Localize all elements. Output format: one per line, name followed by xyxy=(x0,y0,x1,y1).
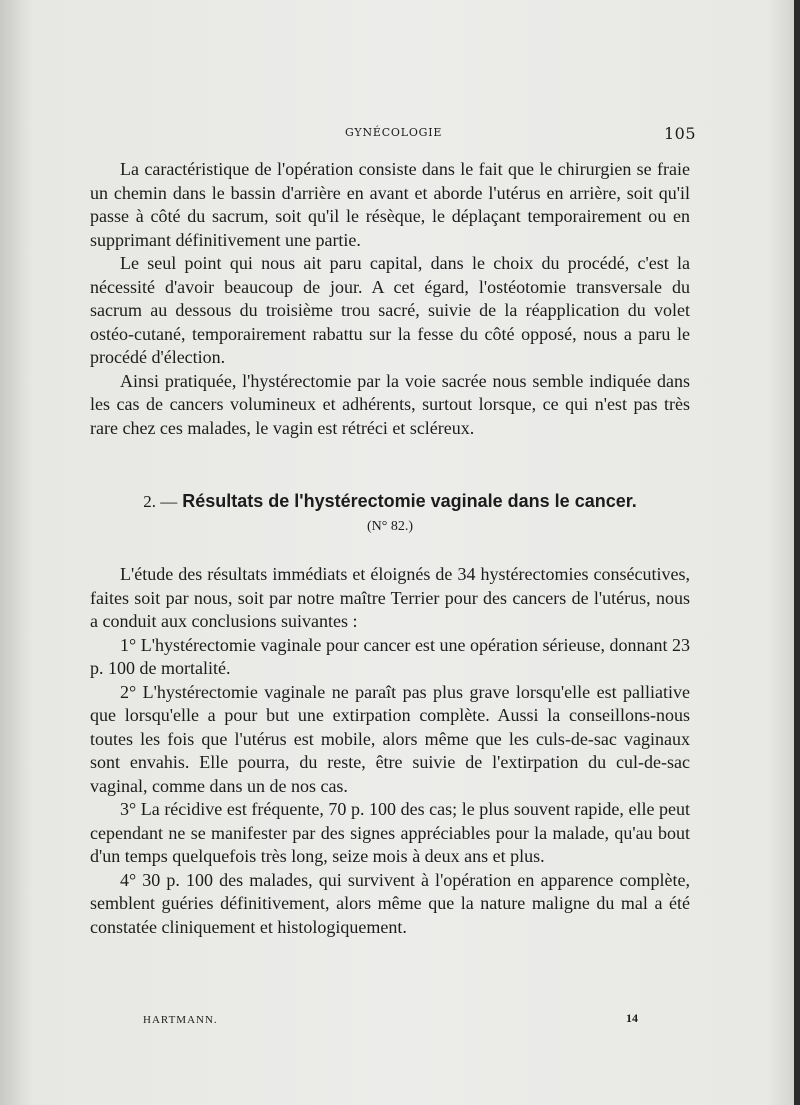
section-1-text xyxy=(90,158,690,440)
running-header xyxy=(0,124,800,144)
scan-edge xyxy=(794,0,800,1105)
section-title-text: Résultats de l'hystérectomie vaginale dans le cancer. xyxy=(182,491,637,511)
footer-author: HARTMANN. xyxy=(143,1014,218,1026)
paragraph: Le seul point qui nous ait paru capital, dans le choix du procédé, c'est la nécessité d'avoir beaucoup de jour. A cet égard, l'ostéotomie transversale du sacrum au dessous du troisième trou sacré, suivie de la réapplication du volet ostéo-cutané, temporairement rabattu sur la fesse du côté opposé, nous a paru le procédé d'élection. xyxy=(90,253,690,367)
section-reference: (N° 82.) xyxy=(366,519,414,534)
paragraph: L'étude des résultats immédiats et éloignés de 34 hystérectomies consécutives, faites soit par nous, soit par notre maître Terrier pour des cancers de l'utérus, nous a conduit aux conclusions suivantes : xyxy=(90,564,690,631)
paragraph: 1° L'hystérectomie vaginale pour cancer est une opération sérieuse, donnant 23 p. 100 de mortalité. xyxy=(90,634,690,678)
section-number: 2. — xyxy=(143,492,178,511)
paragraph: 4° 30 p. 100 des malades, qui survivent à l'opération en apparence complète, semblent guéries définitivement, alors même que la nature maligne du mal a été constatée cliniquement et histologiquement. xyxy=(90,869,690,937)
paragraph: 2° L'hystérectomie vaginale ne paraît pas plus grave lorsqu'elle est palliative que lorsqu'elle a pour but une extirpation complète. Aussi la conseillons-nous toutes les fois que l'utérus est mobile, alors même que les culs-de-sac vaginaux sont envahis. Elle pourra, du reste, être suivie de l'extirpation du cul-de-sac vaginal, comme dans un de nos cas. xyxy=(90,681,690,796)
page-number: 105 xyxy=(664,124,697,143)
paragraph: La caractéristique de l'opération consiste dans le fait que le chirurgien se fraie un chemin dans le bassin d'arrière en avant et aborde l'utérus en arrière, soit qu'il passe à côté du sacrum, soit qu'il le résèque, le déplaçant temporairement ou en supprimant définitivement une partie. xyxy=(90,159,690,250)
section-2-text xyxy=(90,563,690,939)
section-heading xyxy=(90,489,690,536)
paragraph: Ainsi pratiquée, l'hystérectomie par la voie sacrée nous semble indiquée dans les cas de cancers volumineux et adhérents, surtout lorsque, ce qui n'est pas très rare chez ces malades, le vagin est rétréci et scléreux. xyxy=(90,370,690,438)
footer-signature-number: 14 xyxy=(626,1011,638,1025)
paragraph: 3° La récidive est fréquente, 70 p. 100 des cas; le plus souvent rapide, elle peut cependant ne se manifester par des signes appréciables pour la malade, qu'au bout d'un temps quelquefois très long, seize mois à deux ans et plus. xyxy=(90,799,690,866)
running-title: GYNÉCOLOGIE xyxy=(345,126,443,139)
section-title xyxy=(90,489,690,514)
